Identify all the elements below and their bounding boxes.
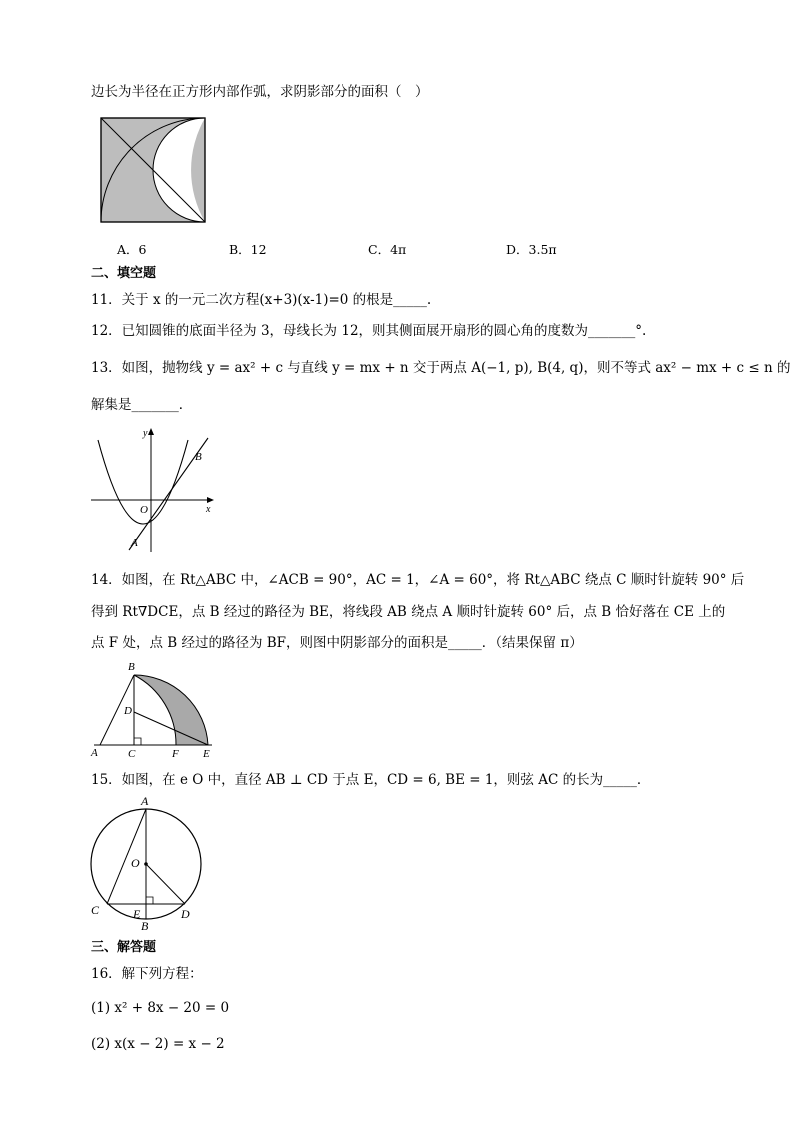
question-13-line-1: 13．如图，抛物线 y = ax² + c 与直线 y = mx + n 交于两点 A(−1, p), B(4, q)，则不等式 ax² − mx + c ≤ n 的 [91,360,791,376]
question-14-line-3: 点 F 处，点 B 经过的路径为 BF，则图中阴影部分的面积是_____．（结果保留 π） [91,635,583,651]
y-axis-label: y [143,428,148,439]
point-a-label: A [131,537,138,549]
question-14-line-2: 得到 Rt∇DCE，点 B 经过的路径为 BE，将线段 AB 绕点 A 顺时针旋转 60° 后，点 B 恰好落在 CE 上的 [91,604,726,620]
label-b: B [141,919,149,933]
option-c: C．4π [368,242,407,257]
label-e: E [203,748,210,760]
equation-1: (1) x² + 8x − 20 = 0 [91,1000,230,1016]
question-14-line-1: 14．如图，在 Rt△ABC 中，∠ACB = 90°，AC = 1，∠A = 60°，将 Rt△ABC 绕点 C 顺时针旋转 90° 后 [91,572,745,588]
section-title-fill-in: 二、填空题 [91,266,157,281]
question-13-line-2: 解集是_______． [91,397,193,413]
question-10-text: 边长为半径在正方形内部作弧，求阴影部分的面积（ ） [91,84,429,100]
origin-label: O [140,504,148,516]
x-axis-label: x [206,504,211,515]
point-b-label: B [195,451,202,463]
section-title-solve: 三、解答题 [91,940,157,955]
circle-chord-figure [86,792,216,932]
equation-2: (2) x(x − 2) = x − 2 [91,1036,225,1052]
label-d: D [124,705,132,717]
question-11-text: 11．关于 x 的一元二次方程(x+3)(x-1)=0 的根是_____. [91,292,432,308]
label-d: D [181,907,190,921]
option-a: A．6 [117,242,147,257]
question-12-text: 12．已知圆锥的底面半径为 3，母线长为 12，则其侧面展开扇形的圆心角的度数为_______°. [91,323,647,339]
label-b: B [128,661,135,673]
label-a: A [91,747,98,759]
square-arc-figure [99,116,209,226]
label-o: O [131,856,140,870]
question-15-text: 15．如图，在 e O 中，直径 AB ⊥ CD 于点 E，CD = 6, BE = 1，则弦 AC 的长为_____． [91,772,651,788]
option-b: B．12 [229,242,267,257]
parabola-line-graph [88,428,218,553]
label-c: C [91,903,100,917]
label-e: E [133,907,141,921]
question-16-text: 16．解下列方程： [91,966,203,982]
label-f: F [172,748,179,760]
rotation-triangle-figure [88,660,218,760]
label-a: A [141,794,149,808]
label-c: C [128,748,136,760]
option-d: D．3.5π [506,242,557,257]
